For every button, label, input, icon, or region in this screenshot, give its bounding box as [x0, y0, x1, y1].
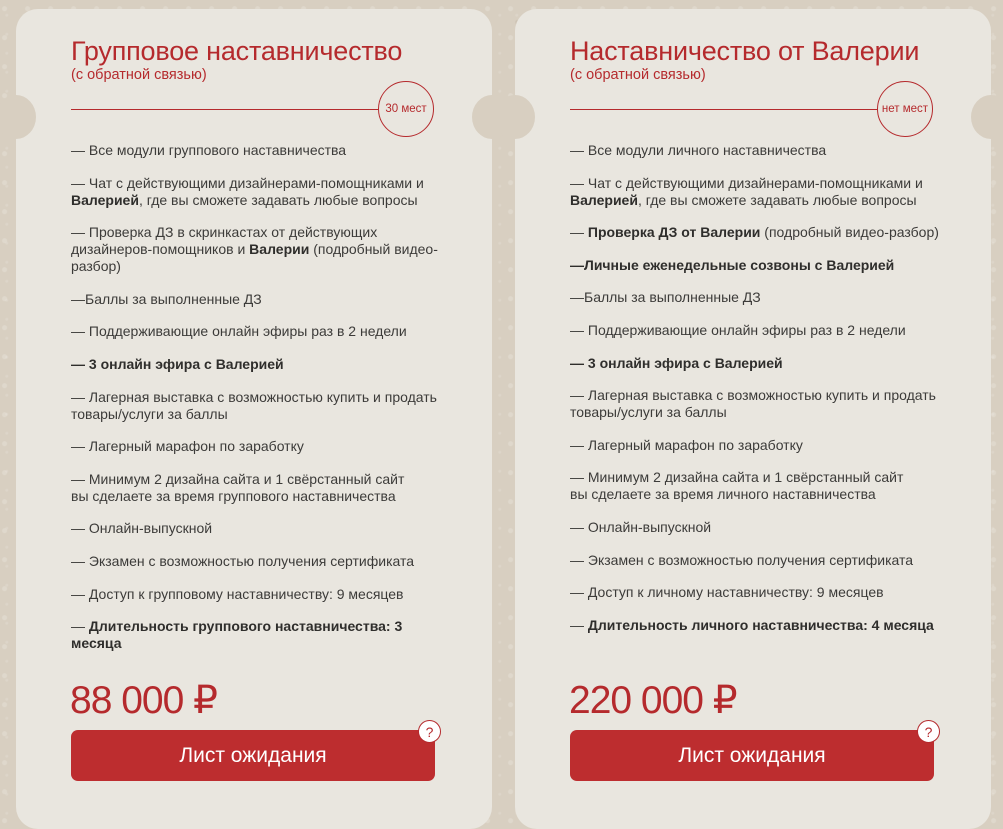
feature-item: — Длительность группового наставничества: 3 месяца	[71, 618, 403, 652]
feature-item: — Длительность личного наставничества: 4 месяца	[570, 616, 934, 633]
feature-item: — Минимум 2 дизайна сайта и 1 свёрстанный сайт вы сделаете за время личного наставничества	[570, 469, 904, 503]
feature-item: — Лагерный марафон по заработку	[71, 438, 304, 455]
card-subtitle: (с обратной связью)	[71, 67, 207, 83]
divider	[71, 109, 383, 110]
feature-list	[570, 142, 950, 649]
feature-item: — Поддерживающие онлайн эфиры раз в 2 недели	[570, 321, 906, 338]
feature-item: — 3 онлайн эфира с Валерией	[71, 355, 284, 372]
feature-item: — Экзамен с возможностью получения сертификата	[570, 551, 914, 568]
feature-item: —Баллы за выполненные ДЗ	[570, 289, 761, 306]
feature-item: — Лагерная выставка с возможностью купить и продать товары/услуги за баллы	[570, 387, 936, 421]
feature-item: — Онлайн-выпускной	[71, 520, 213, 537]
ticket-notch	[971, 95, 1003, 139]
feature-item: — Чат с действующими дизайнерами-помощниками и Валерией, где вы сможете задавать любые вопросы	[71, 174, 424, 208]
pricing-card-personal	[515, 9, 991, 829]
feature-item: — Лагерная выставка с возможностью купить и продать товары/услуги за баллы	[71, 388, 437, 422]
feature-item: —Личные еженедельные созвоны с Валерией	[570, 256, 895, 273]
feature-item: — Проверка ДЗ в скринкастах от действующих дизайнеров-помощников и Валерии (подробный видео-разбор)	[71, 224, 438, 275]
waitlist-button[interactable]: Лист ожидания	[71, 730, 435, 781]
feature-item: —Баллы за выполненные ДЗ	[71, 290, 262, 307]
waitlist-button[interactable]: Лист ожидания	[570, 730, 934, 781]
feature-item: — Поддерживающие онлайн эфиры раз в 2 недели	[71, 323, 407, 340]
feature-item: — Доступ к групповому наставничеству: 9 месяцев	[71, 585, 404, 602]
feature-item: — Доступ к личному наставничеству: 9 месяцев	[570, 584, 884, 601]
feature-item: — Экзамен с возможностью получения сертификата	[71, 552, 415, 569]
feature-item: — Онлайн-выпускной	[570, 518, 712, 535]
feature-item: — Все модули группового наставничества	[71, 142, 347, 158]
feature-list	[71, 142, 451, 668]
help-question-icon[interactable]: ?	[917, 720, 940, 743]
divider	[570, 109, 882, 110]
feature-item: — 3 онлайн эфира с Валерией	[570, 354, 783, 371]
feature-item: — Лагерный марафон по заработку	[570, 436, 803, 453]
feature-item: — Минимум 2 дизайна сайта и 1 свёрстанный сайт вы сделаете за время группового наставничества	[71, 470, 405, 504]
card-subtitle: (с обратной связью)	[570, 67, 706, 83]
card-title: Групповое наставничество	[71, 36, 403, 66]
ticket-notch	[495, 95, 535, 139]
seats-badge: нет мест	[877, 81, 933, 137]
help-question-icon[interactable]: ?	[418, 720, 441, 743]
price: 88 000 ₽	[70, 679, 217, 722]
feature-item: — Все модули личного наставничества	[570, 142, 827, 158]
feature-item: — Чат с действующими дизайнерами-помощниками и Валерией, где вы сможете задавать любые вопросы	[570, 174, 923, 208]
feature-item: — Проверка ДЗ от Валерии (подробный видео-разбор)	[570, 224, 939, 241]
card-title: Наставничество от Валерии	[570, 36, 920, 66]
pricing-card-group	[16, 9, 492, 829]
price: 220 000 ₽	[569, 679, 737, 722]
ticket-notch	[0, 95, 36, 139]
seats-badge: 30 мест	[378, 81, 434, 137]
